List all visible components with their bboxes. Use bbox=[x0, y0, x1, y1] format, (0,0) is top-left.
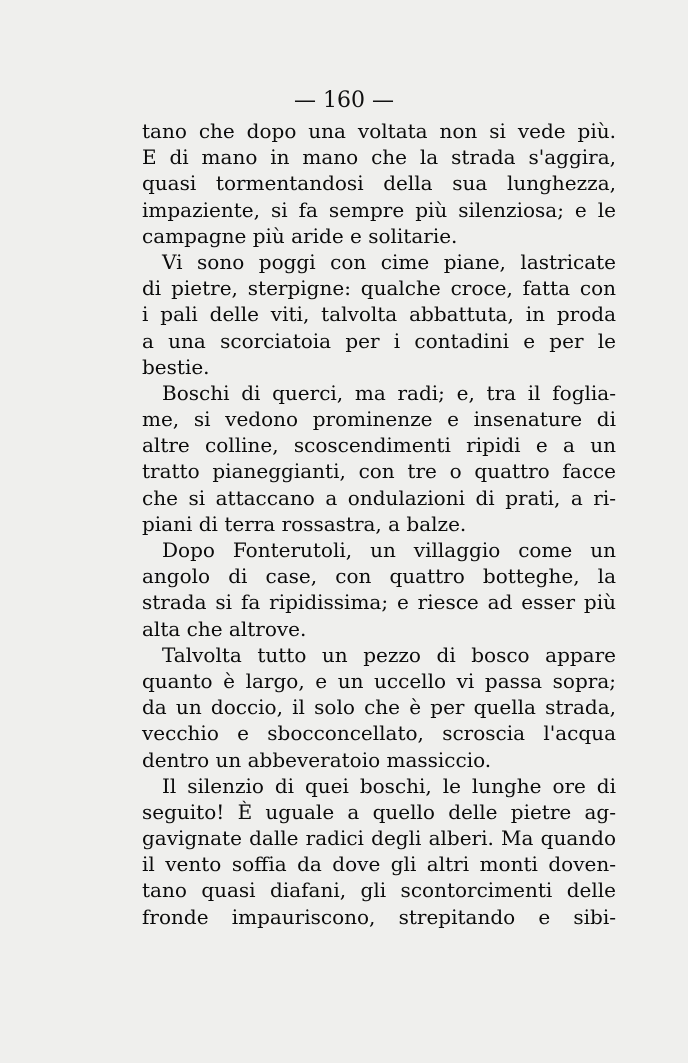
text-line: dentro un abbeveratoio massiccio. bbox=[142, 747, 492, 772]
text-line: Dopo Fonterutoli, un villaggio come un bbox=[162, 538, 616, 562]
text-line: i pali delle viti, talvolta abbattuta, in proda bbox=[142, 302, 616, 327]
text-line: vecchio e sbocconcellato, scroscia l'acqua bbox=[142, 721, 616, 746]
text-line: me, si vedono prominenze e insenature di bbox=[142, 407, 616, 432]
text-line: piani di terra rossastra, a balze. bbox=[142, 511, 467, 536]
body-text bbox=[142, 118, 616, 930]
text-line: angolo di case, con quattro botteghe, la bbox=[142, 564, 616, 589]
text-line: E di mano in mano che la strada s'aggira, bbox=[142, 145, 616, 170]
text-line: quasi tormentandosi della sua lunghezza, bbox=[142, 171, 616, 196]
text-line: Il silenzio di quei boschi, le lunghe ore di bbox=[162, 773, 616, 798]
text-line: tratto pianeggianti, con tre o quattro facce bbox=[142, 459, 616, 484]
text-line: da un doccio, il solo che è per quella strada, bbox=[142, 695, 616, 720]
text-line: Talvolta tutto un pezzo di bosco appare bbox=[162, 642, 616, 667]
text-line: che si attaccano a ondulazioni di prati, a ri- bbox=[142, 485, 616, 510]
text-line: gavignate dalle radici degli alberi. Ma quando bbox=[142, 826, 616, 851]
text-line: strada si fa ripidissima; e riesce ad esser più bbox=[142, 590, 616, 615]
text-line: il vento soffia da dove gli altri monti doven- bbox=[142, 852, 616, 877]
text-line: Vi sono poggi con cime piane, lastricate bbox=[162, 249, 616, 274]
text-line: tano che dopo una voltata non si vede più. bbox=[142, 119, 616, 143]
text-line: di pietre, sterpigne: qualche croce, fatta con bbox=[142, 276, 616, 301]
text-line: fronde impauriscono, strepitando e sibi- bbox=[142, 904, 616, 929]
text-line: campagne più aride e solitarie. bbox=[142, 223, 458, 248]
text-line: seguito! È uguale a quello delle pietre ag- bbox=[142, 799, 616, 824]
text-line: quanto è largo, e un uccello vi passa sopra; bbox=[142, 668, 616, 693]
text-line: Boschi di querci, ma radi; e, tra il foglia- bbox=[162, 380, 616, 405]
text-line: tano quasi diafani, gli scontorcimenti delle bbox=[142, 878, 616, 903]
text-line: impaziente, si fa sempre più silenziosa; e le bbox=[142, 197, 616, 222]
text-line: bestie. bbox=[142, 354, 210, 379]
text-line: a una scorciatoia per i contadini e per le bbox=[142, 328, 616, 353]
text-line: alta che altrove. bbox=[142, 616, 307, 641]
text-line: altre colline, scoscendimenti ripidi e a un bbox=[142, 433, 616, 458]
page-number: — 160 — bbox=[294, 88, 394, 113]
